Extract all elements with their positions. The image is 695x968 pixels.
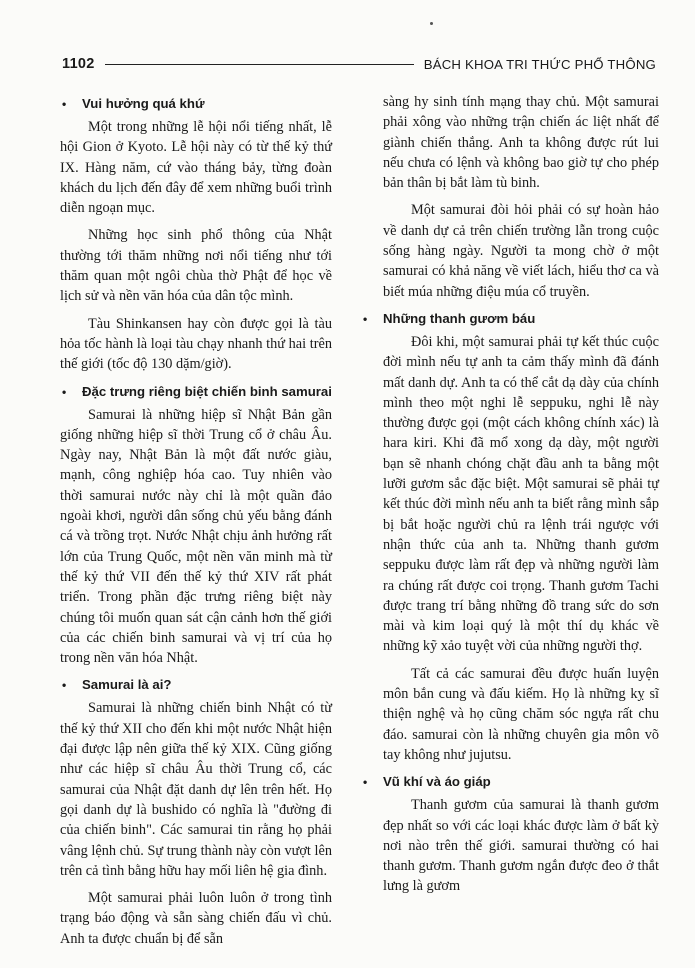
body-paragraph: Những học sinh phổ thông của Nhật thường tới thăm những nơi nổi tiếng như tới thăm quan một ngôi chùa thờ Phật để học về lịch sử và nền văn hóa của dân tộc mình. [60, 227, 332, 305]
left-column [60, 92, 332, 956]
body-paragraph: Một trong những lễ hội nổi tiếng nhất, lễ hội Gion ở Kyoto. Lễ hội này có từ thế kỷ thứ IX. Hàng năm, cứ vào tháng bảy, từng đoàn khách du lịch đến đây để xem những buổi trình diễn ngoạn mục. [60, 119, 332, 217]
section-heading [60, 94, 332, 114]
section-heading-text: Vũ khí và áo giáp [383, 774, 491, 790]
body-paragraph: Tất cả các samurai đều được huấn luyện môn bắn cung và đấu kiếm. Họ là những kỵ sĩ thiện nghệ và họ cũng chăm sóc ngựa rất chu đáo. samurai còn là những chuyên gia môn võ tay không như jujutsu. [383, 665, 659, 763]
body-paragraph: Samurai là những chiến binh Nhật có từ thế kỷ thứ XII cho đến khi một nước Nhật hiện đại được lập nên giữa thế kỷ XIX. Cũng giống như các hiệp sĩ châu Âu thời Trung cổ, các samurai của Nhật đặt danh dự lên trên hết. Họ gọi danh dự là bushido có nghĩa là "đường đi của chiến binh". Các samurai tin rằng họ phải vâng lệnh chủ. Sự trung thành này còn vượt lên trên cả tình bằng hữu hay mối liên hệ gia đình. [60, 700, 332, 879]
section-heading-text: Vui hưởng quá khứ [82, 96, 205, 111]
bullet-icon: • [363, 775, 368, 790]
body-paragraph: Một samurai phải luôn luôn ở trong tình trạng báo động và sẵn sàng chiến đấu vì chủ. Anh ta được chuẩn bị để sẵn [60, 890, 332, 947]
bullet-icon: • [363, 311, 368, 326]
section-heading-text: Những thanh gươm báu [383, 310, 536, 326]
section-heading [363, 772, 659, 792]
section-heading-text: Samurai là ai? [82, 677, 172, 693]
right-column [363, 92, 659, 904]
body-paragraph: Samurai là những hiệp sĩ Nhật Bản gần giống những hiệp sĩ thời Trung cổ ở châu Âu. Ngày nay, Nhật Bản là một đất nước giàu, mạnh, công nghiệp hóa cao. Tuy nhiên vào thời samurai nước này chỉ là một quần đảo ngoài khơi, người dân sống chủ yếu bằng đánh cá và trồng trọt. Nước Nhật chịu ảnh hưởng rất lớn của Trung Quốc, một nền văn minh mà từ thế kỷ thứ VII đến thế kỷ thứ XIV rất phát triển. Trong phần đặc trưng riêng biệt này chúng tôi muốn quan sát cận cảnh hơn thế giới của các chiến binh samurai và vị trí của họ trong nền văn hóa Nhật. [60, 406, 332, 667]
body-paragraph: Đôi khi, một samurai phải tự kết thúc cuộc đời mình nếu tự anh ta cảm thấy mình đã đánh mất danh dự. Anh ta có thể cắt dạ dày của chính mình theo một nghi lễ seppuku, nghi lễ này thường được gọi (một cách không chính xác) là hara kiri. Khi đã mổ xong dạ dày, một người bạn sẽ nhanh chóng chặt đầu anh ta bằng một lưỡi gươm sắc đặc biệt. Một samurai sẽ phải tự kết thúc đời mình nếu anh ta biết rằng mình sắp bị bắt hoặc người chủ ra lệnh trái ngược với nhận thức của anh ta. Những thanh gươm seppuku được làm rất đẹp và những người làm ra chúng rất được coi trọng. Thanh gươm Tachi được trang trí bằng những đồ trang sức do sơn mài và kim loại quý là một thí dụ khác về những kỹ xảo tuyệt vời của những người thợ. [383, 333, 659, 655]
bullet-icon: • [62, 678, 67, 693]
body-paragraph: sàng hy sinh tính mạng thay chủ. Một samurai phải xông vào những trận chiến ác liệt nhất để giành chiến thắng. Anh ta không được rút lui nếu chưa có lệnh và không bao giờ tự cho phép bản thân bị bắt làm tù binh. [383, 94, 659, 192]
bullet-icon: • [62, 97, 67, 111]
section-heading [60, 382, 332, 402]
body-paragraph: Tàu Shinkansen hay còn được gọi là tàu hỏa tốc hành là loại tàu chạy nhanh thứ hai trên thế giới (tốc độ 130 dặm/giờ). [60, 315, 332, 373]
body-paragraph: Một samurai đòi hỏi phải có sự hoàn hảo về danh dự cả trên chiến trường lẫn trong cuộc sống hàng ngày. Người ta mong chờ ở một samurai có khả năng về viết lách, hiểu thơ ca và biết múa những điệu múa cổ truyền. [383, 202, 659, 300]
body-paragraph: Thanh gươm của samurai là thanh gươm đẹp nhất so với các loại khác được làm ở bất kỳ nơi nào trên thế giới. samurai thường có hai thanh gươm. Thanh gươm ngắn được đeo ở thắt lưng là gươm [383, 797, 659, 895]
bullet-icon: • [62, 384, 67, 399]
page-header [62, 52, 656, 76]
scan-speck [430, 22, 433, 25]
header-rule [105, 64, 414, 65]
section-heading [363, 309, 659, 329]
section-heading-text: Đặc trưng riêng biệt chiến binh samurai [82, 383, 332, 399]
running-title: BÁCH KHOA TRI THỨC PHỔ THÔNG [423, 56, 656, 72]
section-heading [60, 675, 332, 695]
page-number: 1102 [62, 56, 95, 72]
